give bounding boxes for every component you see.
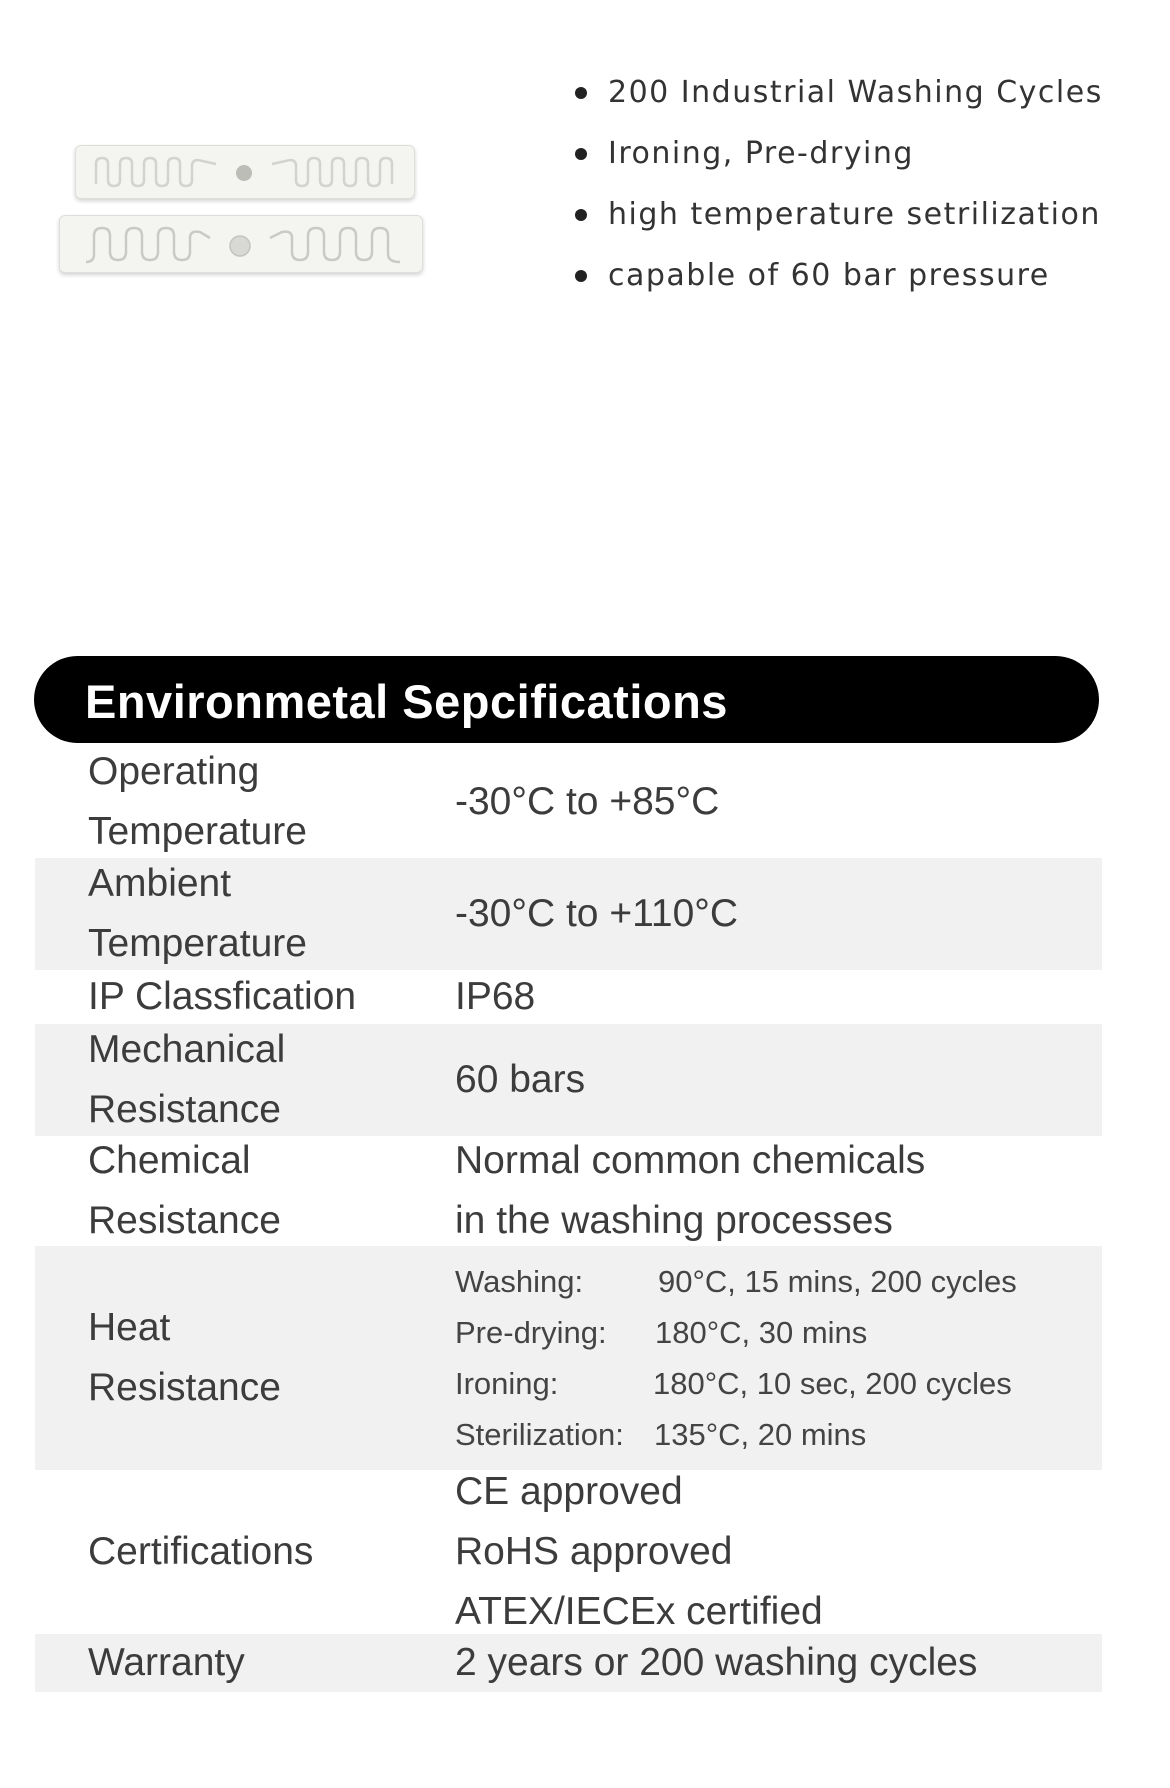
heat-line: Ironing: 180°C, 10 sec, 200 cycles: [455, 1366, 1012, 1401]
bullet-icon: [575, 148, 587, 160]
bullet-icon: [575, 209, 587, 221]
spec-value: -30°C to +85°C: [455, 779, 720, 823]
product-image: [55, 135, 425, 285]
spec-label: Ambient Temperature: [88, 862, 307, 965]
spec-value: Normal common chemicals in the washing processes: [455, 1139, 926, 1242]
antenna-pattern-icon: [76, 146, 414, 198]
spec-label: Chemical Resistance: [88, 1139, 281, 1242]
spec-label: Heat Resistance: [88, 1306, 281, 1409]
spec-row-ambient-temperature: [35, 858, 1102, 970]
spec-value: 2 years or 200 washing cycles: [455, 1641, 978, 1684]
spec-row-chemical-resistance: [35, 1136, 1102, 1246]
rfid-tag-bottom: [59, 215, 423, 273]
antenna-pattern-icon: [60, 216, 422, 272]
rfid-tag-top: [75, 145, 415, 199]
heat-resistance-list: [455, 1256, 1017, 1460]
spec-label: Certifications: [88, 1530, 314, 1573]
feature-list: [570, 62, 1160, 306]
spec-row-mechanical-resistance: [35, 1024, 1102, 1136]
spec-row-warranty: [35, 1634, 1102, 1692]
bullet-icon: [575, 87, 587, 99]
feature-item: 200 Industrial Washing Cycles: [570, 62, 1160, 123]
heat-line: Sterilization: 135°C, 20 mins: [455, 1417, 867, 1452]
specs-banner: [34, 656, 1099, 743]
spec-value: 60 bars: [455, 1058, 586, 1101]
heat-line: Pre-drying: 180°C, 30 mins: [455, 1315, 868, 1350]
spec-row-ip-classification: [35, 970, 1102, 1024]
bullet-icon: [575, 270, 587, 282]
spec-label: Operating Temperature: [88, 749, 307, 853]
specs-table: [35, 745, 1102, 1692]
spec-row-certifications: [35, 1470, 1102, 1634]
spec-label: Mechanical Resistance: [88, 1028, 286, 1131]
spec-value: CE approved RoHS approved ATEX/IECEx certified: [455, 1470, 823, 1633]
spec-label: IP Classfication: [88, 975, 357, 1018]
feature-item: high temperature setrilization: [570, 184, 1160, 245]
spec-label: Warranty: [88, 1641, 245, 1684]
feature-item: Ironing, Pre-drying: [570, 123, 1160, 184]
specs-title: Environmetal Sepcifications: [85, 675, 728, 728]
spec-row-operating-temperature: [35, 745, 1102, 858]
feature-item: capable of 60 bar pressure: [570, 245, 1160, 306]
heat-line: Washing: 90°C, 15 mins, 200 cycles: [455, 1264, 1017, 1299]
spec-value: IP68: [455, 975, 536, 1018]
spec-row-heat-resistance: [35, 1246, 1102, 1470]
spec-value: -30°C to +110°C: [455, 892, 739, 935]
